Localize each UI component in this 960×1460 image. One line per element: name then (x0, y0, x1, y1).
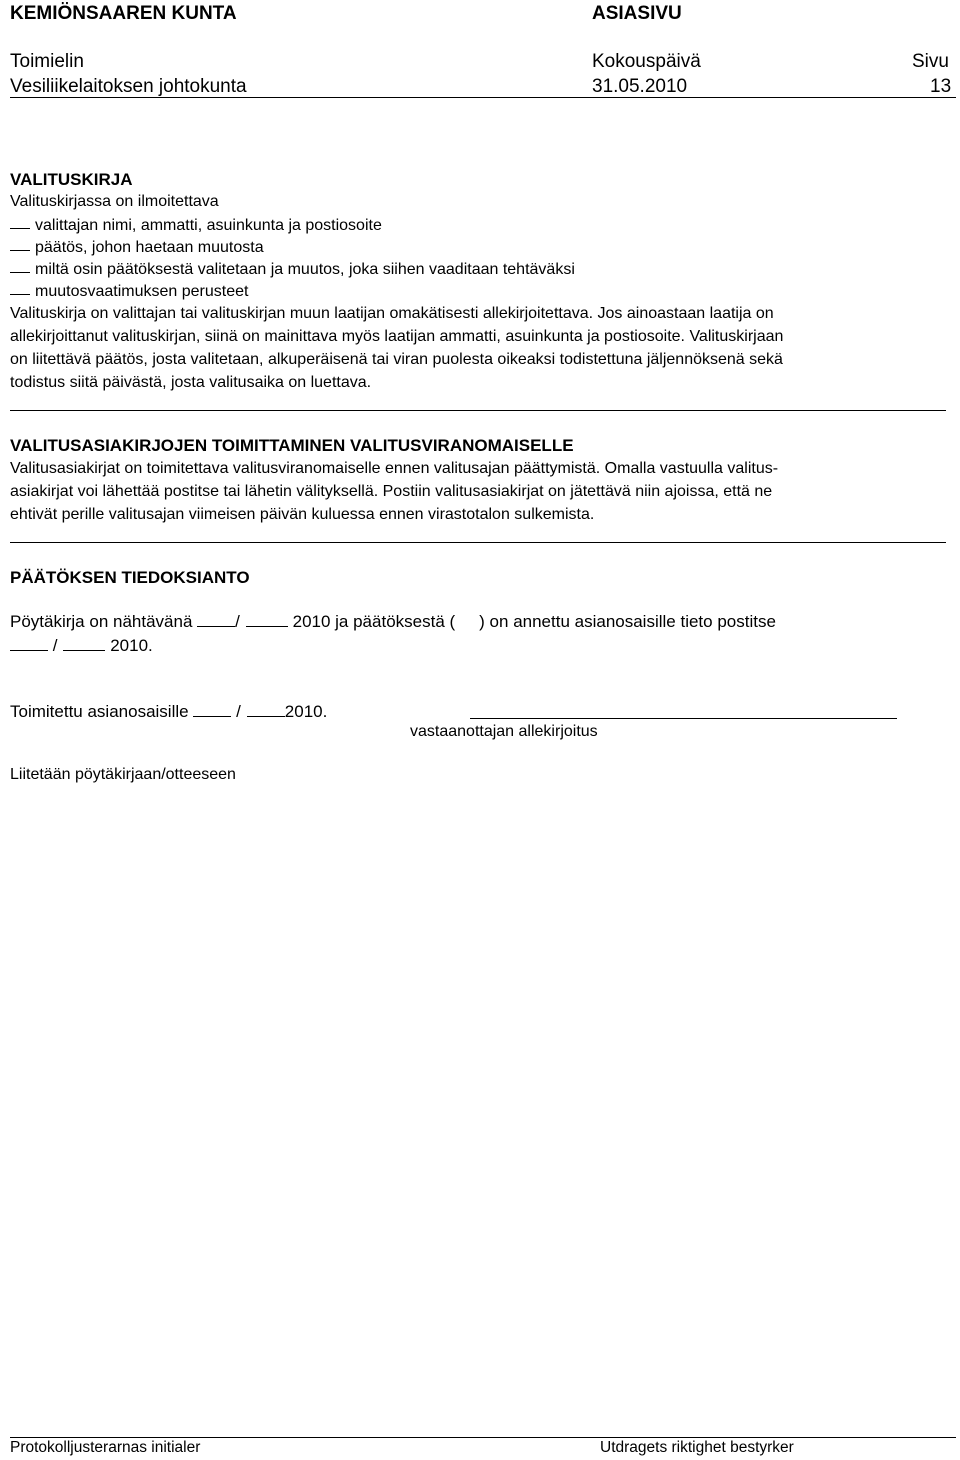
signature-label: vastaanottajan allekirjoitus (410, 723, 598, 740)
notice-text-a: Pöytäkirja on nähtävänä (10, 612, 193, 631)
org-name: KEMIÖNSAAREN KUNTA (10, 3, 237, 24)
slash-3: / (236, 702, 241, 721)
blank-month-2 (63, 650, 105, 651)
blank-day-2 (10, 650, 48, 651)
notice-line-2 (10, 636, 153, 656)
delivered-line (10, 702, 327, 722)
footer-right: Utdragets riktighet bestyrker (600, 1439, 794, 1456)
valituskirja-item-3: miltä osin päätöksestä valitetaan ja muutos, joka siihen vaaditaan tehtäväksi (35, 261, 575, 278)
blank-day-1 (197, 626, 235, 627)
tiedoksianto-heading: PÄÄTÖKSEN TIEDOKSIANTO (10, 568, 250, 587)
attached-text: Liitetään pöytäkirjaan/otteeseen (10, 766, 236, 783)
notice-year: 2010. (110, 636, 153, 655)
page-number: 13 (930, 76, 952, 97)
signature-line (470, 718, 897, 719)
toimittaminen-line-3: ehtivät perille valitusajan viimeisen päivän kuluessa ennen virastotalon sulkemista. (10, 506, 595, 523)
section-rule-2 (10, 542, 946, 543)
slash-1: / (235, 612, 240, 631)
notice-text-c: ) on annettu asianosaisille tieto postitse (479, 612, 776, 631)
footer-left: Protokolljusterarnas initialer (10, 1439, 201, 1456)
valituskirja-heading: VALITUSKIRJA (10, 170, 133, 189)
label-date: Kokouspäivä (592, 51, 701, 72)
doc-type: ASIASIVU (592, 3, 682, 24)
valituskirja-line-4: todistus siitä päivästä, josta valitusaika on luettava. (10, 374, 372, 391)
section-rule-1 (10, 410, 946, 411)
valituskirja-line-2: allekirjoittanut valituskirjan, siinä on mainittava myös laatijan ammatti, asuinkunta ja postiosoite. Valituskirjaan (10, 328, 784, 345)
dash-1 (10, 228, 30, 229)
meeting-body: Vesiliikelaitoksen johtokunta (10, 76, 247, 97)
valituskirja-line-3: on liitettävä päätös, josta valitetaan, alkuperäisenä tai viran puolesta oikeaksi todistettuna jäljennöksenä sekä (10, 351, 783, 368)
meeting-date: 31.05.2010 (592, 76, 688, 97)
valituskirja-item-4: muutosvaatimuksen perusteet (35, 283, 249, 300)
header-rule (10, 97, 956, 98)
valituskirja-item-1: valittajan nimi, ammatti, asuinkunta ja postiosoite (35, 217, 382, 234)
dash-4 (10, 294, 30, 295)
toimittaminen-line-2: asiakirjat voi lähettää postitse tai lähetin välityksellä. Postiin valitusasiakirjat on jätettävä niin ajoissa, että ne (10, 483, 773, 500)
valituskirja-item-2: päätös, johon haetaan muutosta (35, 239, 264, 256)
blank-day-3 (193, 716, 231, 717)
label-page: Sivu (912, 51, 949, 72)
toimittaminen-line-1: Valitusasiakirjat on toimitettava valitusviranomaiselle ennen valitusajan päättymistä. Omalla vastuulla valitus- (10, 460, 779, 477)
toimittaminen-heading: VALITUSASIAKIRJOJEN TOIMITTAMINEN VALITUSVIRANOMAISELLE (10, 436, 574, 455)
blank-month-3 (247, 716, 285, 717)
notice-line-1 (10, 612, 776, 632)
dash-3 (10, 272, 30, 273)
delivered-year: 2010. (284, 702, 328, 721)
slash-2: / (52, 636, 58, 655)
blank-month-1 (246, 626, 288, 627)
delivered-text: Toimitettu asianosaisille (10, 702, 189, 721)
dash-2 (10, 250, 30, 251)
valituskirja-intro: Valituskirjassa on ilmoitettava (10, 193, 219, 210)
valituskirja-line-1: Valituskirja on valittajan tai valituskirjan muun laatijan omakätisesti allekirjoitettava. Jos ainoastaan laatija on (10, 305, 774, 322)
notice-text-b: 2010 ja päätöksestä ( (292, 612, 456, 631)
label-body: Toimielin (10, 51, 84, 72)
